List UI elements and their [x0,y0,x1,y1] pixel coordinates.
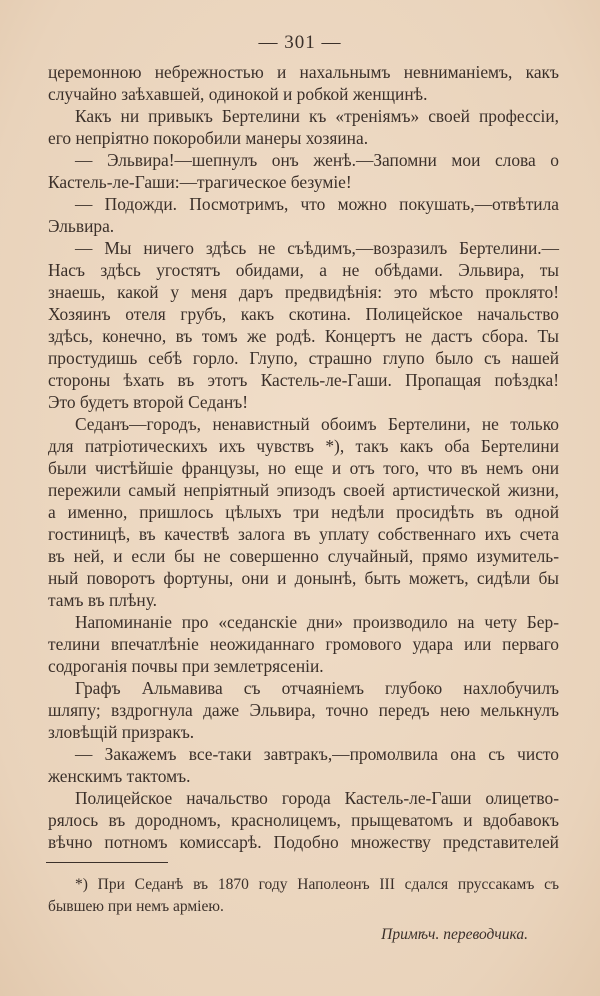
text-line: простудишь себѣ горло. Глупо, страшно глупо было съ нашей [48,348,559,368]
text-line: пережили самый непріятный эпизодъ своей артистической жизни, [48,480,559,500]
text-line: Кастель-ле-Гаши:—трагическое безуміе! [48,172,352,192]
text-line: Насъ здѣсь угостятъ обидами, а не обѣдами. Эльвира, ты [48,260,559,280]
text-line: шляпу; вздрогнула даже Эльвира, точно передъ нею мелькнулъ [48,700,559,720]
page-number: — 301 — [258,32,342,53]
footnote-attribution: Примѣч. переводчика. [381,926,528,943]
text-line: Седанъ—городъ, ненавистный обоимъ Бертелини, не только [75,414,559,434]
text-line: Какъ ни привыкъ Бертелини къ «треніямъ» своей профессіи, [75,106,559,126]
footnote-divider [46,862,168,863]
text-line: Напоминаніе про «седанскіе дни» производило на чету Бер- [75,612,559,632]
text-line: Графъ Альмавива съ отчаяніемъ глубоко нахлобучилъ [75,678,559,698]
text-line: церемонною небрежностью и нахальнымъ невниманіемъ, какъ [48,62,559,82]
text-line: — Мы ничего здѣсь не съѣдимъ,—возразилъ Бертелини.— [75,238,559,258]
text-line: рялось въ дородномъ, краснолицемъ, прыщеватомъ и вдобавокъ [48,810,559,830]
text-line: гостиницѣ, въ качествѣ залога въ уплату собственнаго ихъ счета [48,524,559,544]
text-line: Полицейское начальство города Кастель-ле-Гаши олицетво- [75,788,559,808]
text-line: были чистѣйшіе французы, но еще и отъ того, что въ немъ они [48,458,559,478]
text-line: Эльвира. [48,216,115,236]
text-line: зловѣщій призракъ. [48,722,195,742]
footnote-line: *) При Седанѣ въ 1870 году Наполеонъ III сдался пруссакамъ съ [75,876,559,893]
main-text [48,61,559,853]
text-line: здѣсь, конечно, въ томъ же родѣ. Концертъ не дастъ сбора. Ты [48,326,559,346]
text-line: вѣчно потномъ комиссарѣ. Подобно множеству представителей [48,832,559,852]
text-line: случайно заѣхавшей, одинокой и робкой женщинѣ. [48,84,428,104]
text-line: для патріотическихъ ихъ чувствъ *), такъ какъ оба Бертелини [48,436,559,456]
text-line: — Эльвира!—шепнулъ онъ женѣ.—Запомни мои слова о [75,150,559,170]
text-line: знаешь, какой у меня даръ предвидѣнія: это мѣсто проклято! [48,282,559,302]
footnote-line: бывшею при немъ арміею. [48,898,224,915]
footnote [48,874,559,918]
text-line: стороны ѣхать въ этотъ Кастель-ле-Гаши. Пропащая поѣздка! [48,370,559,390]
text-line: ный поворотъ фортуны, они и донынѣ, быть можетъ, сидѣли бы [48,568,559,588]
text-line: — Закажемъ все-таки завтракъ,—промолвила она съ чисто [75,744,559,764]
text-line: въ ней, и если бы не совершенно случайный, прямо изумитель- [48,546,559,566]
text-line: тамъ въ плѣну. [48,590,158,610]
text-line: телини впечатлѣніе неожиданнаго громового удара или перваго [48,634,559,654]
text-line: содроганія почвы при землетрясеніи. [48,656,324,676]
text-line: Хозяинъ отеля грубъ, какъ скотина. Полицейское начальство [48,304,559,324]
text-line: женскимъ тактомъ. [48,766,191,786]
text-line: его непріятно покоробили манеры хозяина. [48,128,369,148]
text-line: Это будетъ второй Седанъ! [48,392,249,412]
text-line: — Подожди. Посмотримъ, что можно покушать,—отвѣтила [75,194,559,214]
text-line: а именно, пришлось цѣлыхъ три недѣли просидѣть въ одной [48,502,559,522]
